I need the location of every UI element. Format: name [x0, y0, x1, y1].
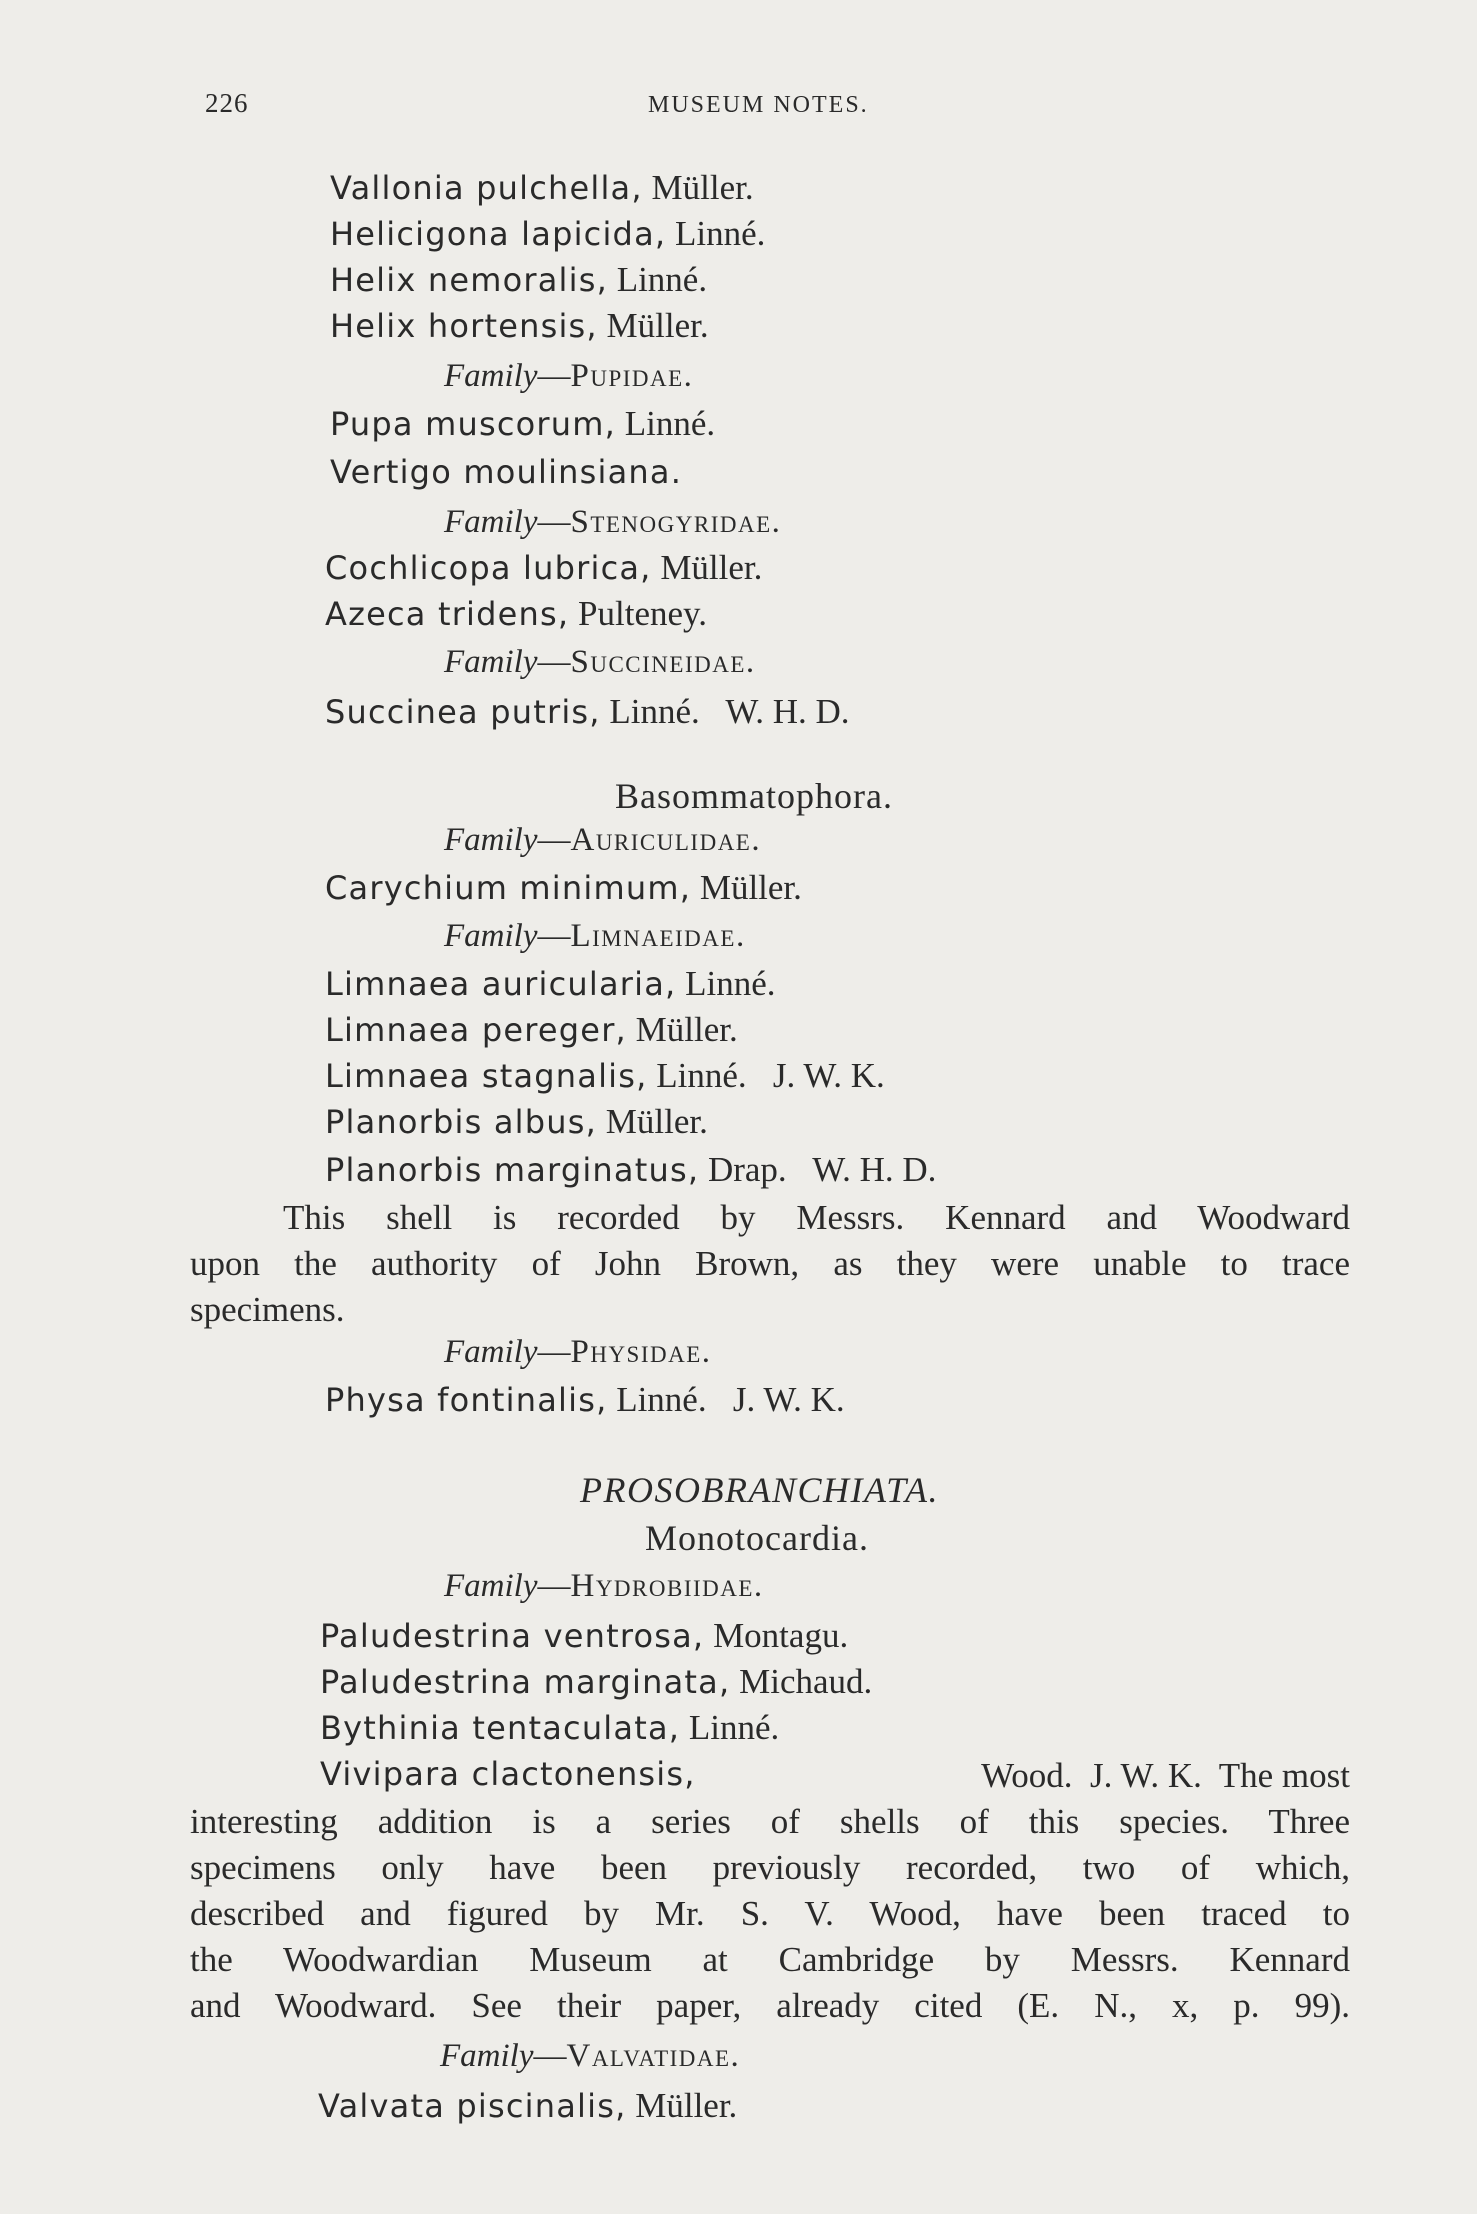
species-entry	[325, 1152, 936, 1187]
family-label: Family	[444, 644, 538, 680]
species-entry	[330, 406, 715, 441]
family-label: Family	[444, 918, 538, 954]
species-name: Succinea putris,	[325, 693, 601, 731]
family-name: Pupidae.	[570, 358, 694, 394]
family-name: Succineidae.	[570, 644, 756, 680]
species-name: Planorbis marginatus,	[325, 1151, 700, 1189]
species-name: Pupa muscorum,	[330, 405, 616, 443]
species-name: Physa fontinalis,	[325, 1381, 608, 1419]
species-entry	[320, 1664, 872, 1699]
species-entry	[330, 454, 682, 489]
species-entry	[325, 1382, 845, 1417]
species-name: Vertigo moulinsiana.	[330, 453, 683, 491]
species-name: Limnaea stagnalis,	[325, 1057, 648, 1095]
species-entry	[325, 1012, 738, 1047]
prose-line: specimens.	[190, 1290, 345, 1329]
species-entry	[320, 1710, 779, 1745]
family-dash: —	[537, 1568, 571, 1604]
family-dash: —	[537, 358, 571, 394]
species-authority: Müller.	[597, 306, 709, 345]
species-entry	[330, 262, 707, 297]
species-entry	[318, 2088, 737, 2123]
family-dash: —	[533, 2038, 567, 2074]
species-entry	[325, 1104, 708, 1139]
species-authority: Müller.	[651, 548, 763, 587]
family-label: Family	[440, 2038, 534, 2074]
prose-line: interesting addition is a series of shells of this species. Three	[190, 1802, 1350, 1841]
family-name: Valvatidae.	[566, 2038, 741, 2074]
family-dash: —	[537, 504, 571, 540]
species-name: Valvata piscinalis,	[318, 2087, 627, 2125]
species-authority: Müller.	[597, 1102, 708, 1141]
species-entry	[330, 308, 709, 343]
family-heading	[444, 824, 761, 857]
family-label: Family	[444, 1334, 538, 1370]
species-authority: Montagu.	[704, 1616, 849, 1655]
species-name: Planorbis albus,	[325, 1103, 597, 1141]
species-name: Limnaea auricularia,	[325, 965, 677, 1003]
species-authority: Linné.	[607, 260, 708, 299]
family-label: Family	[444, 1568, 538, 1604]
species-name: Cochlicopa lubrica,	[325, 549, 652, 587]
species-entry	[325, 870, 802, 905]
prose-line: upon the authority of John Brown, as they were unable to trace	[190, 1244, 1350, 1283]
species-entry	[325, 1058, 885, 1093]
family-label: Family	[444, 358, 538, 394]
prose-line: This shell is recorded by Messrs. Kennard and Woodward	[283, 1198, 1350, 1237]
species-authority: Müller.	[642, 168, 754, 207]
prose-line: the Woodwardian Museum at Cambridge by Messrs. Kennard	[190, 1940, 1350, 1979]
species-authority: Müller.	[691, 868, 802, 907]
family-name: Physidae.	[570, 1334, 712, 1370]
species-authority: Linné.	[666, 214, 766, 253]
species-authority: Drap. W. H. D.	[699, 1150, 937, 1189]
species-entry	[320, 1755, 1350, 1795]
family-heading	[444, 506, 781, 539]
species-name: Helix hortensis,	[330, 307, 598, 345]
family-name: Stenogyridae.	[570, 504, 782, 540]
family-label: Family	[444, 504, 538, 540]
family-dash: —	[537, 822, 571, 858]
species-authority: Pulteney.	[569, 594, 707, 633]
species-entry	[325, 966, 776, 1001]
family-heading	[440, 2040, 740, 2073]
family-heading	[444, 1570, 764, 1603]
species-name: Vivipara clactonensis,	[320, 1755, 696, 1793]
species-authority: Müller.	[626, 2086, 738, 2125]
species-authority: Linné.	[616, 404, 716, 443]
species-name: Bythinia tentaculata,	[320, 1709, 681, 1747]
species-entry	[330, 170, 754, 205]
running-head: MUSEUM NOTES.	[648, 92, 869, 118]
family-heading	[444, 646, 756, 679]
prose-line: and Woodward. See their paper, already cited (E. N., x, p. 99).	[190, 1986, 1350, 2025]
species-entry	[325, 694, 850, 729]
family-label: Family	[444, 822, 538, 858]
family-name: Hydrobiidae.	[570, 1568, 764, 1604]
species-authority: Linné.	[676, 964, 776, 1003]
family-heading	[444, 1336, 712, 1369]
family-heading	[444, 920, 746, 953]
family-name: Auriculidae.	[570, 822, 762, 858]
species-name: Carychium minimum,	[325, 869, 692, 907]
species-authority: Linné. J. W. K.	[647, 1056, 885, 1095]
species-name: Paludestrina marginata,	[320, 1663, 731, 1701]
prose-line: specimens only have been previously recorded, two of which,	[190, 1848, 1350, 1887]
section-heading: Basommatophora.	[615, 776, 893, 816]
family-dash: —	[537, 1334, 571, 1370]
species-entry	[320, 1618, 848, 1653]
family-dash: —	[537, 918, 571, 954]
species-authority: Linné. W. H. D.	[600, 692, 850, 731]
prose-line: described and figured by Mr. S. V. Wood, have been traced to	[190, 1894, 1350, 1933]
species-name: Helix nemoralis,	[330, 261, 608, 299]
species-authority: Müller.	[626, 1010, 738, 1049]
section-heading: Monotocardia.	[645, 1518, 869, 1558]
family-name: Limnaeidae.	[570, 918, 746, 954]
species-authority: Linné.	[680, 1708, 780, 1747]
species-name: Vallonia pulchella,	[330, 169, 643, 207]
species-authority: Wood. J. W. K. The most	[972, 1756, 1350, 1795]
order-heading: PROSOBRANCHIATA.	[580, 1470, 939, 1510]
species-entry	[330, 216, 765, 251]
family-heading	[444, 360, 693, 393]
species-authority: Linné. J. W. K.	[607, 1380, 845, 1419]
species-authority: Michaud.	[730, 1662, 873, 1701]
species-entry	[325, 596, 707, 631]
page-number: 226	[205, 88, 249, 118]
species-name: Paludestrina ventrosa,	[320, 1617, 705, 1655]
species-name: Azeca tridens,	[325, 595, 570, 633]
species-name: Limnaea pereger,	[325, 1011, 627, 1049]
species-name: Helicigona lapicida,	[330, 215, 667, 253]
species-entry	[325, 550, 762, 585]
family-dash: —	[537, 644, 571, 680]
